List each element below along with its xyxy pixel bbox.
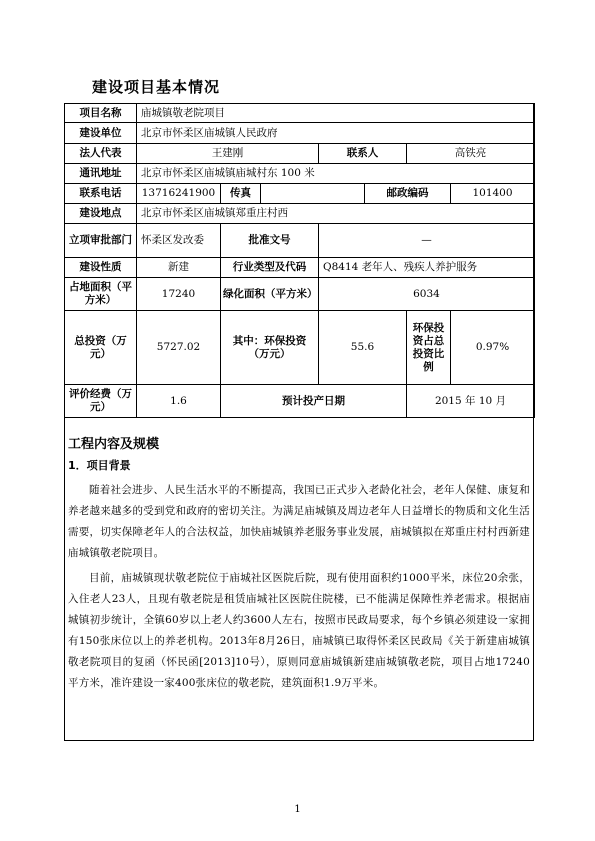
approval-dept-value: 怀柔区发改委	[137, 224, 221, 258]
land-area-value: 17240	[137, 278, 221, 311]
start-date-label: 预计投产日期	[221, 385, 407, 418]
table-row	[65, 204, 535, 224]
table-row	[65, 164, 535, 184]
site-value: 北京市怀柔区庙城镇郑重庄村西	[137, 204, 535, 224]
paragraph-background: 随着社会进步、人民生活水平的不断提高，我国已正式步入老龄化社会，老年人保健、康复和养老越来越多的受到党和政府的密切关注。为满足庙城镇及周边老年人日益增长的物质和文化生活需要，切实保障老年人的合法权益，加快庙城镇养老服务事业发展，庙城镇拟在郑重庄村村西新建庙城镇敬老院项目。	[68, 484, 530, 559]
eval-fee-label: 评价经费（万元）	[65, 385, 137, 418]
paragraph-current-status: 目前，庙城镇现状敬老院位于庙城社区医院后院，现有使用面积约1000平米，床位20余张，入住老人23人，且现有敬老院是租赁庙城社区医院住院楼，已不能满足保障性养老需求。根据庙城镇初步统计，全镇60岁以上老人约3600人左右，按照市民政局要求，每个乡镇必须建设一家拥有150张床位以上的养老机构。2013年8月26日，庙城镇已取得怀柔区民政局《关于新建庙城镇敬老院项目的复函（怀民函[2013]10号），原则同意庙城镇新建庙城镇敬老院，项目占地17240平方米，准许建设一家400张床位的敬老院，建筑面积1.9万平米。	[68, 572, 530, 689]
approval-doc-label: 批准文号	[221, 224, 319, 258]
table-row	[65, 104, 535, 123]
total-invest-value: 5727.02	[137, 311, 221, 385]
green-area-label: 绿化面积（平方米）	[221, 278, 319, 311]
env-ratio-label: 环保投资占总投资比例	[407, 311, 451, 385]
page-title: 建设项目基本情况	[92, 78, 221, 96]
project-info-table	[64, 103, 535, 418]
env-invest-label: 其中：环保投资（万元）	[221, 311, 319, 385]
project-name-value: 庙城镇敬老院项目	[137, 104, 535, 123]
table-row	[65, 184, 535, 204]
nature-label: 建设性质	[65, 258, 137, 278]
table-row	[65, 278, 535, 311]
contact-label: 联系人	[319, 144, 407, 164]
table-row	[65, 258, 535, 278]
contact-value: 高铁亮	[407, 144, 535, 164]
eval-fee-value: 1.6	[137, 385, 221, 418]
address-value: 北京市怀柔区庙城镇庙城村东 100 米	[137, 164, 535, 184]
table-row	[65, 311, 535, 385]
legal-rep-label: 法人代表	[65, 144, 137, 164]
postcode-value: 101400	[451, 184, 535, 204]
table-row	[65, 224, 535, 258]
legal-rep-value: 王建刚	[137, 144, 319, 164]
builder-label: 建设单位	[65, 123, 137, 144]
builder-value: 北京市怀柔区庙城镇人民政府	[137, 123, 535, 144]
table-row	[65, 123, 535, 144]
industry-label: 行业类型及代码	[221, 258, 319, 278]
sub-title: 1．项目背景	[68, 459, 131, 472]
industry-value: Q8414 老年人、残疾人养护服务	[319, 258, 535, 278]
page-number: 1	[294, 804, 301, 815]
total-invest-label: 总投资（万元）	[65, 311, 137, 385]
fax-label: 传真	[221, 184, 261, 204]
phone-label: 联系电话	[65, 184, 137, 204]
section-title: 工程内容及规模	[68, 437, 160, 452]
project-content-section	[68, 433, 530, 698]
address-label: 通讯地址	[65, 164, 137, 184]
env-invest-value: 55.6	[319, 311, 407, 385]
table-row	[65, 385, 535, 418]
green-area-value: 6034	[319, 278, 535, 311]
approval-dept-label: 立项审批部门	[65, 224, 137, 258]
env-ratio-value: 0.97%	[451, 311, 535, 385]
approval-doc-value: —	[319, 224, 535, 258]
project-name-label: 项目名称	[65, 104, 137, 123]
phone-value: 13716241900	[137, 184, 221, 204]
table-row	[65, 144, 535, 164]
start-date-value: 2015 年 10 月	[407, 385, 535, 418]
nature-value: 新建	[137, 258, 221, 278]
postcode-label: 邮政编码	[365, 184, 451, 204]
fax-value	[261, 184, 365, 204]
land-area-label: 占地面积（平方米）	[65, 278, 137, 311]
site-label: 建设地点	[65, 204, 137, 224]
